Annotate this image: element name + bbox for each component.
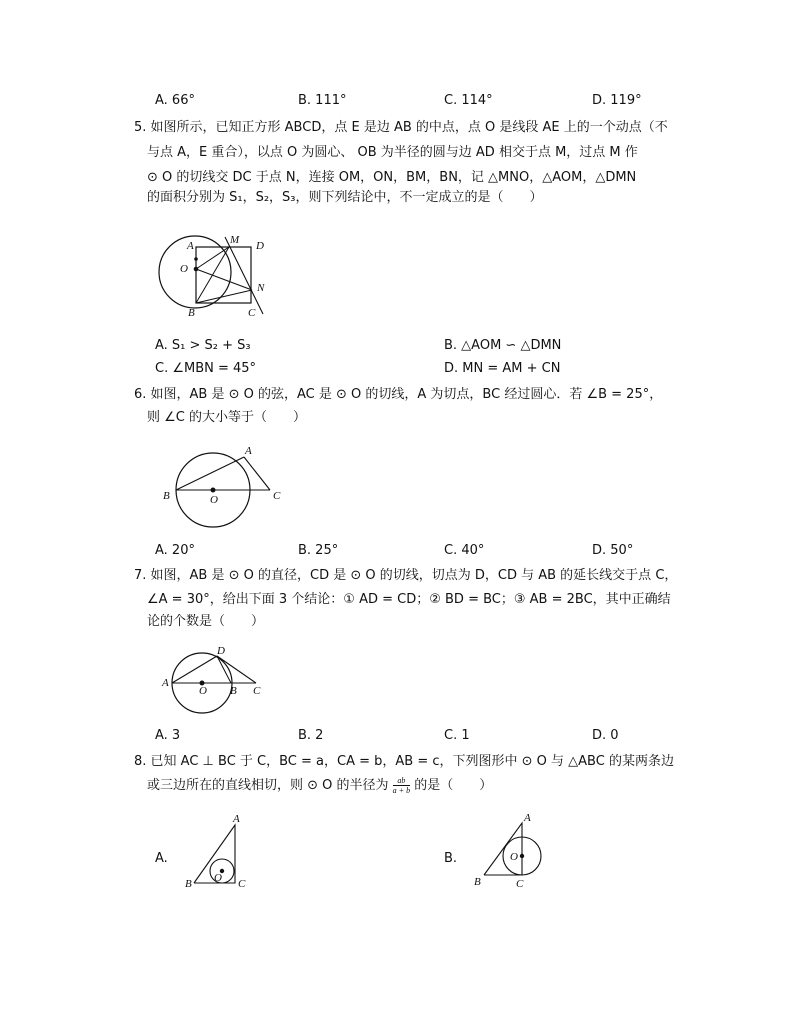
- q6-center-dot: [211, 488, 216, 493]
- q8-figure-b: [470, 812, 560, 892]
- q5-text-line-2: 与点 A，E 重合），以点 O 为圆心、 OB 为半径的圆与边 AD 相交于点 M，过点 M 作: [147, 145, 638, 160]
- q6-label-o: O: [210, 494, 218, 506]
- q8-line2-pre: 或三边所在的直线相切，则 ⊙ O 的半径为: [147, 778, 389, 793]
- q8a-label-c: C: [238, 878, 246, 890]
- q7-option-b: B. 2: [298, 728, 324, 743]
- q5-option-a: A. S₁ > S₂ + S₃: [155, 338, 251, 353]
- q6-text-line-2: 则 ∠C 的大小等于（ ）: [147, 410, 306, 425]
- q6-label-a: A: [245, 445, 252, 457]
- q5-option-d: D. MN = AM + CN: [444, 361, 561, 376]
- q7-figure: [160, 646, 270, 706]
- q8b-label-a: A: [524, 812, 531, 824]
- q8a-label-a: A: [233, 813, 240, 825]
- q4-option-c: C. 114°: [444, 93, 493, 108]
- q8-text-line-1: 8. 已知 AC ⊥ BC 于 C，BC = a，CA = b，AB = c，下列图形中 ⊙ O 与 △ABC 的某两条边: [134, 754, 674, 769]
- q5-label-m: M: [230, 234, 240, 246]
- q6-text-line-1: 6. 如图，AB 是 ⊙ O 的弦，AC 是 ⊙ O 的切线，A 为切点，BC 经过圆心．若 ∠B = 25°，: [134, 387, 663, 402]
- q5-label-a: A: [187, 240, 194, 252]
- q8-text-line-2: [147, 776, 492, 795]
- q8-frac-num: ab: [397, 776, 406, 785]
- q5-figure: [155, 232, 275, 322]
- q5-option-c: C. ∠MBN = 45°: [155, 361, 257, 376]
- q7-label-a: A: [162, 677, 169, 689]
- q6-option-c: C. 40°: [444, 543, 485, 558]
- q6-label-b: B: [163, 490, 170, 502]
- q8-option-a: A.: [155, 851, 168, 866]
- q8-line2-post: 的是（ ）: [414, 778, 493, 793]
- q6-option-d: D. 50°: [592, 543, 634, 558]
- q7-chord-ad: [172, 656, 217, 683]
- q7-label-c: C: [253, 685, 261, 697]
- q7-option-c: C. 1: [444, 728, 470, 743]
- q7-label-o: O: [199, 685, 207, 697]
- q7-text-line-1: 7. 如图，AB 是 ⊙ O 的直径，CD 是 ⊙ O 的切线，切点为 D，CD 与 AB 的延长线交于点 C，: [134, 568, 678, 583]
- q5-text-line-3: ⊙ O 的切线交 DC 于点 N，连接 OM，ON，BM，BN，记 △MNO，△AOM，△DMN: [147, 170, 637, 185]
- q8a-label-b: B: [185, 878, 192, 890]
- q6-label-c: C: [273, 490, 281, 502]
- q5-center-dot: [194, 267, 199, 272]
- q8b-label-o: O: [510, 851, 518, 863]
- q6-chord-ab: [176, 457, 244, 490]
- q5-label-n: N: [257, 282, 265, 294]
- q7-option-a: A. 3: [155, 728, 181, 743]
- q4-option-d: D. 119°: [592, 93, 642, 108]
- q7-text-line-2: ∠A = 30°，给出下面 3 个结论：① AD = CD；② BD = BC；③ AB = 2BC，其中正确结: [147, 592, 671, 607]
- q8-frac-den: a + b: [392, 786, 411, 795]
- q5-label-b: B: [188, 307, 195, 319]
- q7-option-d: D. 0: [592, 728, 619, 743]
- q8-option-b: B.: [444, 851, 458, 866]
- q7-tangent-cd: [217, 656, 256, 683]
- q8b-center-dot: [520, 854, 524, 858]
- q5-label-c: C: [248, 307, 256, 319]
- q4-option-b: B. 111°: [298, 93, 347, 108]
- q6-option-b: B. 25°: [298, 543, 339, 558]
- q8b-label-c: C: [516, 878, 524, 890]
- q5-option-b: B. △AOM ∽ △DMN: [444, 338, 562, 353]
- q4-option-a: A. 66°: [155, 93, 195, 108]
- q5-label-d: D: [256, 240, 264, 252]
- q7-label-d: D: [217, 645, 225, 657]
- q6-option-a: A. 20°: [155, 543, 195, 558]
- q8-figure-a: [182, 812, 262, 892]
- q5-text-line-1: 5. 如图所示，已知正方形 ABCD，点 E 是边 AB 的中点，点 O 是线段 AE 上的一个动点（不: [134, 120, 668, 135]
- q8-radius-fraction: [393, 776, 410, 795]
- q8b-triangle: [484, 823, 522, 875]
- q8a-label-o: O: [214, 872, 222, 884]
- q8b-label-b: B: [474, 876, 481, 888]
- q6-figure: [160, 443, 290, 533]
- q7-text-line-3: 论的个数是（ ）: [147, 614, 265, 629]
- q6-tangent-ac: [244, 457, 270, 490]
- q5-label-o: O: [180, 263, 188, 275]
- q7-label-b: B: [230, 685, 237, 697]
- q5-text-line-4: 的面积分别为 S₁，S₂，S₃，则下列结论中，不一定成立的是（ ）: [147, 190, 543, 205]
